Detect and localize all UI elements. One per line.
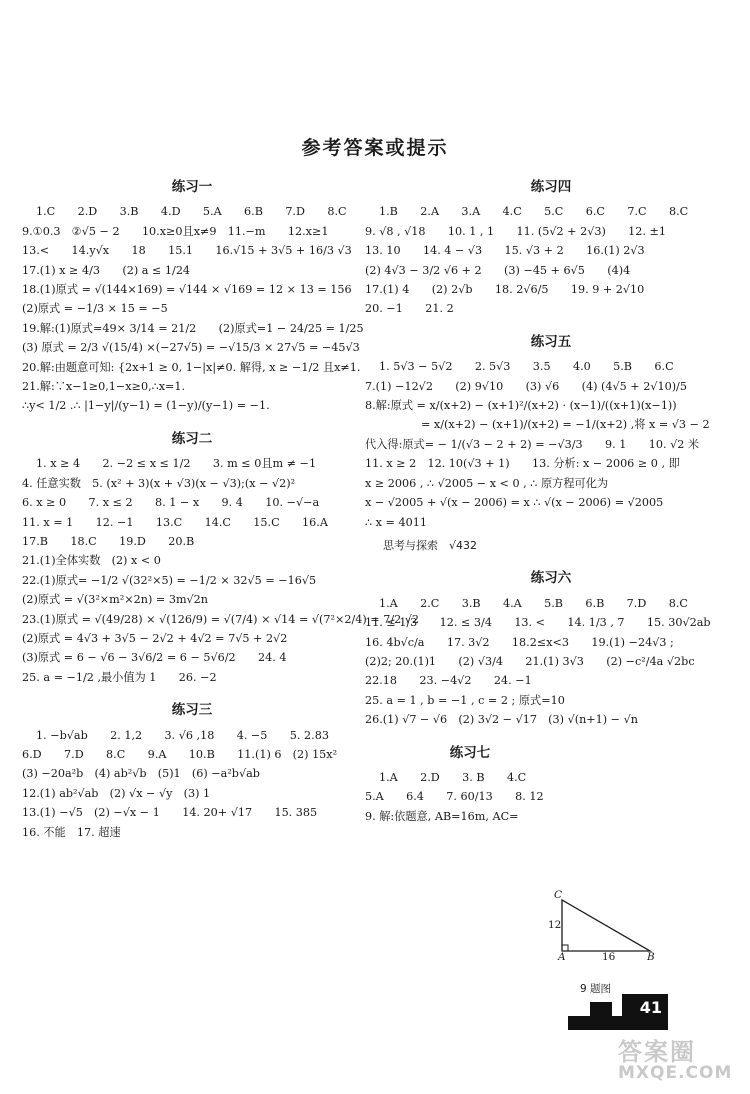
section-heading: 练习七 bbox=[449, 744, 491, 761]
answer-line: (2)2; 20.(1)1 (2) √3/4 21.(1) 3√3 (2) −c²/4a √2bc bbox=[365, 654, 695, 668]
answer-line: 1.B 2.A 3.A 4.C 5.C 6.C 7.C 8.C bbox=[379, 205, 689, 219]
answer-line: 20.解:由题意可知: {2x+1 ≥ 0, 1−|x|≠0. 解得, x ≥ −1/2 且x≠1. bbox=[22, 360, 361, 374]
answer-line: 13.(1) −√5 (2) −√x − 1 14. 20+ √17 15. 385 bbox=[22, 806, 318, 820]
right-triangle-diagram bbox=[530, 895, 660, 975]
section-heading: 练习四 bbox=[530, 179, 572, 195]
answer-line: 22.18 23. −4√2 24. −1 bbox=[365, 674, 532, 688]
answer-line: = x/(x+2) − (x+1)/(x+2) = −1/(x+2) ,将 x = √3 − 2 bbox=[421, 418, 710, 432]
side-ab-label: 16 bbox=[602, 951, 616, 963]
answer-line: (3) −20a²b (4) ab²√b (5)1 (6) −a²b√ab bbox=[22, 767, 260, 781]
answer-line: 9. √8 , √18 10. 1 , 1 11. (5√2 + 2√3) 12. ±1 bbox=[365, 224, 667, 238]
answer-line: 17.B 18.C 19.D 20.B bbox=[22, 534, 195, 548]
section-exercise-3 bbox=[22, 701, 362, 842]
section-heading: 练习五 bbox=[530, 333, 572, 350]
answer-line: 9. 解:依题意, AB=16m, AC= bbox=[365, 809, 519, 823]
answer-line: 25. a = 1 , b = −1 , c = 2 ; 原式=10 bbox=[365, 693, 565, 707]
answer-line: ∴ x = 4011 bbox=[365, 515, 427, 529]
triangle-figure bbox=[530, 889, 660, 995]
section-exercise-6 bbox=[365, 569, 737, 729]
answer-line: 16. 4b√c/a 17. 3√2 18.2≤x<3 19.(1) −24√3 ; bbox=[365, 635, 674, 649]
answer-line: 11. ≤ 1/3 12. ≤ 3/4 13. < 14. 1/3 , 7 15. 30√2ab bbox=[365, 616, 711, 630]
answer-line: 4. 任意实数 5. (x² + 3)(x + √3)(x − √3);(x − √2)² bbox=[22, 476, 296, 490]
section-heading: 练习一 bbox=[171, 179, 213, 195]
answer-line: 13. 10 14. 4 − √3 15. √3 + 2 16.(1) 2√3 bbox=[365, 244, 645, 258]
section-heading: 练习二 bbox=[171, 430, 213, 447]
right-column bbox=[365, 176, 737, 826]
page-title: 参考答案或提示 bbox=[301, 137, 449, 159]
answer-line: 20. −1 21. 2 bbox=[365, 302, 454, 316]
answer-line: 13.< 14.y√x 18 15.1 16.√15 + 3√5 + 16/3 √3 bbox=[22, 244, 352, 258]
answer-line: 16. 不能 17. 超速 bbox=[22, 825, 121, 839]
section-heading: 练习三 bbox=[171, 702, 213, 719]
answer-line: 23.(1)原式 = √(49/28) × √(126/9) = √(7/4) × √14 = √(7²×2/4) = 7/2 √2 bbox=[22, 612, 420, 626]
answer-line: 11. x ≥ 2 12. 10(√3 + 1) 13. 分析: x − 2006 ≥ 0 , 即 bbox=[365, 457, 680, 471]
answer-line: 22.(1)原式= −1/2 √(32²×5) = −1/2 × 32√5 = −16√5 bbox=[22, 573, 317, 587]
vertex-a-label: A bbox=[558, 951, 566, 963]
answer-line: 26.(1) √7 − √6 (2) 3√2 − √17 (3) √(n+1) − √n bbox=[365, 713, 638, 727]
answer-line: 12.(1) ab²√ab (2) √x − √y (3) 1 bbox=[22, 786, 211, 800]
section-exercise-7 bbox=[365, 744, 737, 827]
page-tab-step bbox=[590, 1002, 612, 1030]
vertex-b-label: B bbox=[647, 951, 655, 963]
answer-line: 1. x ≥ 4 2. −2 ≤ x ≤ 1/2 3. m ≤ 0且m ≠ −1 bbox=[36, 457, 317, 471]
answer-line: (2)原式 = √(3²×m²×2n) = 3m√2n bbox=[22, 593, 208, 607]
answer-line: 7.(1) −12√2 (2) 9√10 (3) √6 (4) (4√5 + 2√10)/5 bbox=[365, 379, 687, 393]
answer-line: x − √2005 + √(x − 2006) = x ∴ √(x − 2006) = √2005 bbox=[365, 496, 664, 510]
answer-line: 25. a = −1/2 ,最小值为 1 26. −2 bbox=[22, 670, 217, 684]
answer-line: 1. 5√3 − 5√2 2. 5√3 3.5 4.0 5.B 6.C bbox=[379, 360, 674, 374]
figure-caption: 9 题图 bbox=[580, 983, 612, 995]
vertex-c-label: C bbox=[554, 889, 563, 901]
answer-line: 21.(1)全体实数 (2) x < 0 bbox=[22, 554, 161, 568]
answer-line: (2)原式 = −1/3 × 15 = −5 bbox=[22, 302, 168, 316]
watermark bbox=[618, 1032, 732, 1083]
answer-line: 5.A 6.4 7. 60/13 8. 12 bbox=[365, 790, 544, 804]
answer-line: (2)原式 = 4√3 + 3√5 − 2√2 + 4√2 = 7√5 + 2√2 bbox=[22, 631, 288, 645]
section-exercise-5 bbox=[365, 333, 737, 555]
answer-line: 1. −b√ab 2. 1,2 3. √6 ,18 4. −5 5. 2.83 bbox=[36, 728, 329, 742]
answer-line: 1.A 2.D 3. B 4.C bbox=[379, 770, 527, 784]
page-number: 41 bbox=[639, 998, 662, 1017]
answer-line: 11. x = 1 12. −1 13.C 14.C 15.C 16.A bbox=[22, 515, 328, 529]
section-exercise-4 bbox=[365, 178, 737, 319]
answer-line: 1.C 2.D 3.B 4.D 5.A 6.B 7.D 8.C bbox=[36, 205, 347, 219]
answer-line: 代入得:原式= − 1/(√3 − 2 + 2) = −√3/3 9. 1 10. √2 米 bbox=[365, 437, 700, 451]
section-heading: 练习六 bbox=[530, 570, 572, 587]
answer-line: (3)原式 = 6 − √6 − 3√6/2 = 6 − 5√6/2 24. 4 bbox=[22, 651, 287, 665]
side-ac-label: 12 bbox=[548, 919, 562, 931]
answer-line: 19.解:(1)原式=49× 3/14 = 21/2 (2)原式=1 − 24/25 = 1/25 bbox=[22, 321, 364, 335]
answer-line: (2) 4√3 − 3/2 √6 + 2 (3) −45 + 6√5 (4)4 bbox=[365, 263, 631, 277]
page-number-tab bbox=[568, 994, 668, 1030]
answer-line: 18.(1)原式 = √(144×169) = √144 × √169 = 12 × 13 = 156 bbox=[22, 283, 352, 297]
watermark-url: MXQE.COM bbox=[618, 1063, 733, 1083]
answer-line: 6. x ≥ 0 7. x ≤ 2 8. 1 − x 9. 4 10. −√−a bbox=[22, 496, 320, 510]
answer-line: 21.解:∵x−1≥0,1−x≥0,∴x=1. bbox=[22, 380, 186, 394]
watermark-logo-text: 答案圈 bbox=[618, 1038, 696, 1066]
answer-line: 1.A 2.C 3.B 4.A 5.B 6.B 7.D 8.C bbox=[379, 596, 688, 610]
answer-line: (3) 原式 = 2/3 √(15/4) ×(−27√5) = −√15/3 × 27√5 = −45√3 bbox=[22, 341, 360, 355]
answer-line: 6.D 7.D 8.C 9.A 10.B 11.(1) 6 (2) 15x² bbox=[22, 747, 338, 761]
answer-line: 8.解:原式 = x/(x+2) − (x+1)²/(x+2) · (x−1)/((x+1)(x−1)) bbox=[365, 399, 677, 413]
think-and-explore: 思考与探索 √432 bbox=[383, 538, 478, 552]
answer-line: 9.①0.3 ②√5 − 2 10.x≥0且x≠9 11.−m 12.x≥1 bbox=[22, 224, 329, 238]
answer-line: x ≥ 2006 , ∴ √2005 − x < 0 , ∴ 原方程可化为 bbox=[365, 476, 609, 490]
answer-line: ∴y< 1/2 .∴ |1−y|/(y−1) = (1−y)/(y−1) = −1. bbox=[22, 399, 270, 413]
section-exercise-1 bbox=[22, 178, 362, 416]
answer-line: 17.(1) 4 (2) 2√b 18. 2√6/5 19. 9 + 2√10 bbox=[365, 283, 645, 297]
answer-line: 17.(1) x ≥ 4/3 (2) a ≤ 1/24 bbox=[22, 263, 191, 277]
